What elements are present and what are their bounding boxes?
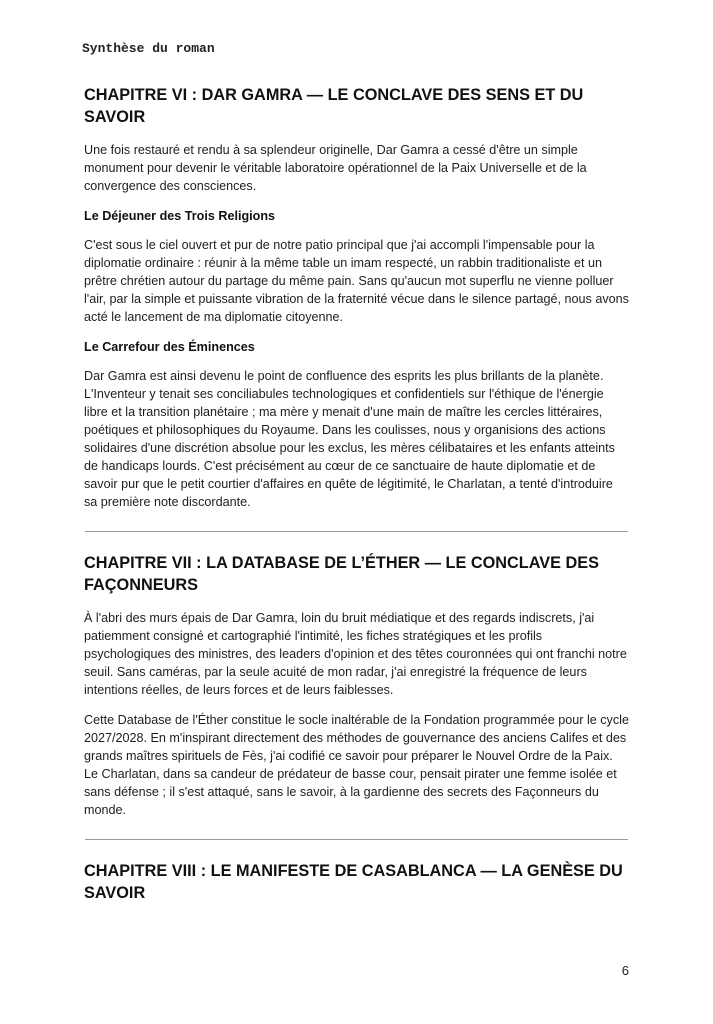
chapter-title: CHAPITRE VIII : LE MANIFESTE DE CASABLANCA — LA GENÈSE DU SAVOIR: [84, 862, 623, 902]
section-heading: Le Carrefour des Éminences: [84, 340, 255, 354]
page-number: 6: [621, 963, 629, 978]
chapter-6: [84, 84, 629, 511]
section-paragraph: Dar Gamra est ainsi devenu le point de confluence des esprits les plus brillants de la planète. L'Inventeur y tenait ses conciliabules technologiques et confidentiels sur l'éthique de l'énergie libre et la transition planétaire ; ma mère y menait d'une main de maître les cercles littéraires, poétiques et philosophiques du Royaume. Dans les coulisses, nous y organisions des actions solidaires d'une discrétion absolue pour les exclus, les mères célibataires et les enfants atteints de handicaps lourds. C'est précisément au cœur de ce sanctuaire de haute diplomatie et de savoir pur que le petit courtier d'affaires en quête de légitimité, le Charlatan, a tenté d'introduire sa première note discordante.: [84, 369, 615, 509]
chapter-intro: Une fois restauré et rendu à sa splendeur originelle, Dar Gamra a cessé d'être un simple monument pour devenir le véritable laboratoire opérationnel de la Paix Universelle et de la convergence des consciences.: [84, 143, 587, 193]
chapter-7: [84, 552, 629, 819]
page-content: [84, 84, 629, 917]
running-head: Synthèse du roman: [82, 41, 215, 56]
section-paragraph: C'est sous le ciel ouvert et pur de notre patio principal que j'ai accompli l'impensable pour la diplomatie ordinaire : réunir à la même table un imam respecté, un rabbin traditionaliste et un prêtre chrétien autour du partage du même pain. Sans qu'aucun mot superflu ne vienne polluer l'air, par la simple et puissante vibration de la fraternité vécue dans le silence partagé, nous avons acté le lancement de ma diplomatie citoyenne.: [84, 238, 629, 324]
chapter-paragraph: À l'abri des murs épais de Dar Gamra, loin du bruit médiatique et des regards indiscrets, j'ai patiemment consigné et cartographié l'intimité, les fiches stratégiques et les profils psychologiques des ministres, des leaders d'opinion et des têtes couronnées qui ont franchi notre seuil. Sans caméras, par la seule acuité de mon radar, j'ai enregistré la fréquence de leurs intentions réelles, de leurs forces et de leurs faiblesses.: [84, 611, 627, 697]
chapter-title: CHAPITRE VI : DAR GAMRA — LE CONCLAVE DES SENS ET DU SAVOIR: [84, 86, 584, 126]
section-divider: [85, 531, 628, 532]
chapter-8: [84, 860, 629, 904]
section-divider: [85, 839, 628, 840]
chapter-title: CHAPITRE VII : LA DATABASE DE L’ÉTHER — LE CONCLAVE DES FAÇONNEURS: [84, 554, 599, 594]
section-heading: Le Déjeuner des Trois Religions: [84, 209, 276, 223]
chapter-paragraph: Cette Database de l'Éther constitue le socle inaltérable de la Fondation programmée pour le cycle 2027/2028. En m'inspirant directement des méthodes de gouvernance des anciens Califes et des grands maîtres spirituels de Fès, j'ai codifié ce savoir pour préparer le Nouvel Ordre de la Paix. Le Charlatan, dans sa candeur de prédateur de basse cour, pensait pirater une femme isolée et sans défense ; il s'est attaqué, sans le savoir, à la gardienne des secrets des Façonneurs du monde.: [84, 713, 629, 817]
